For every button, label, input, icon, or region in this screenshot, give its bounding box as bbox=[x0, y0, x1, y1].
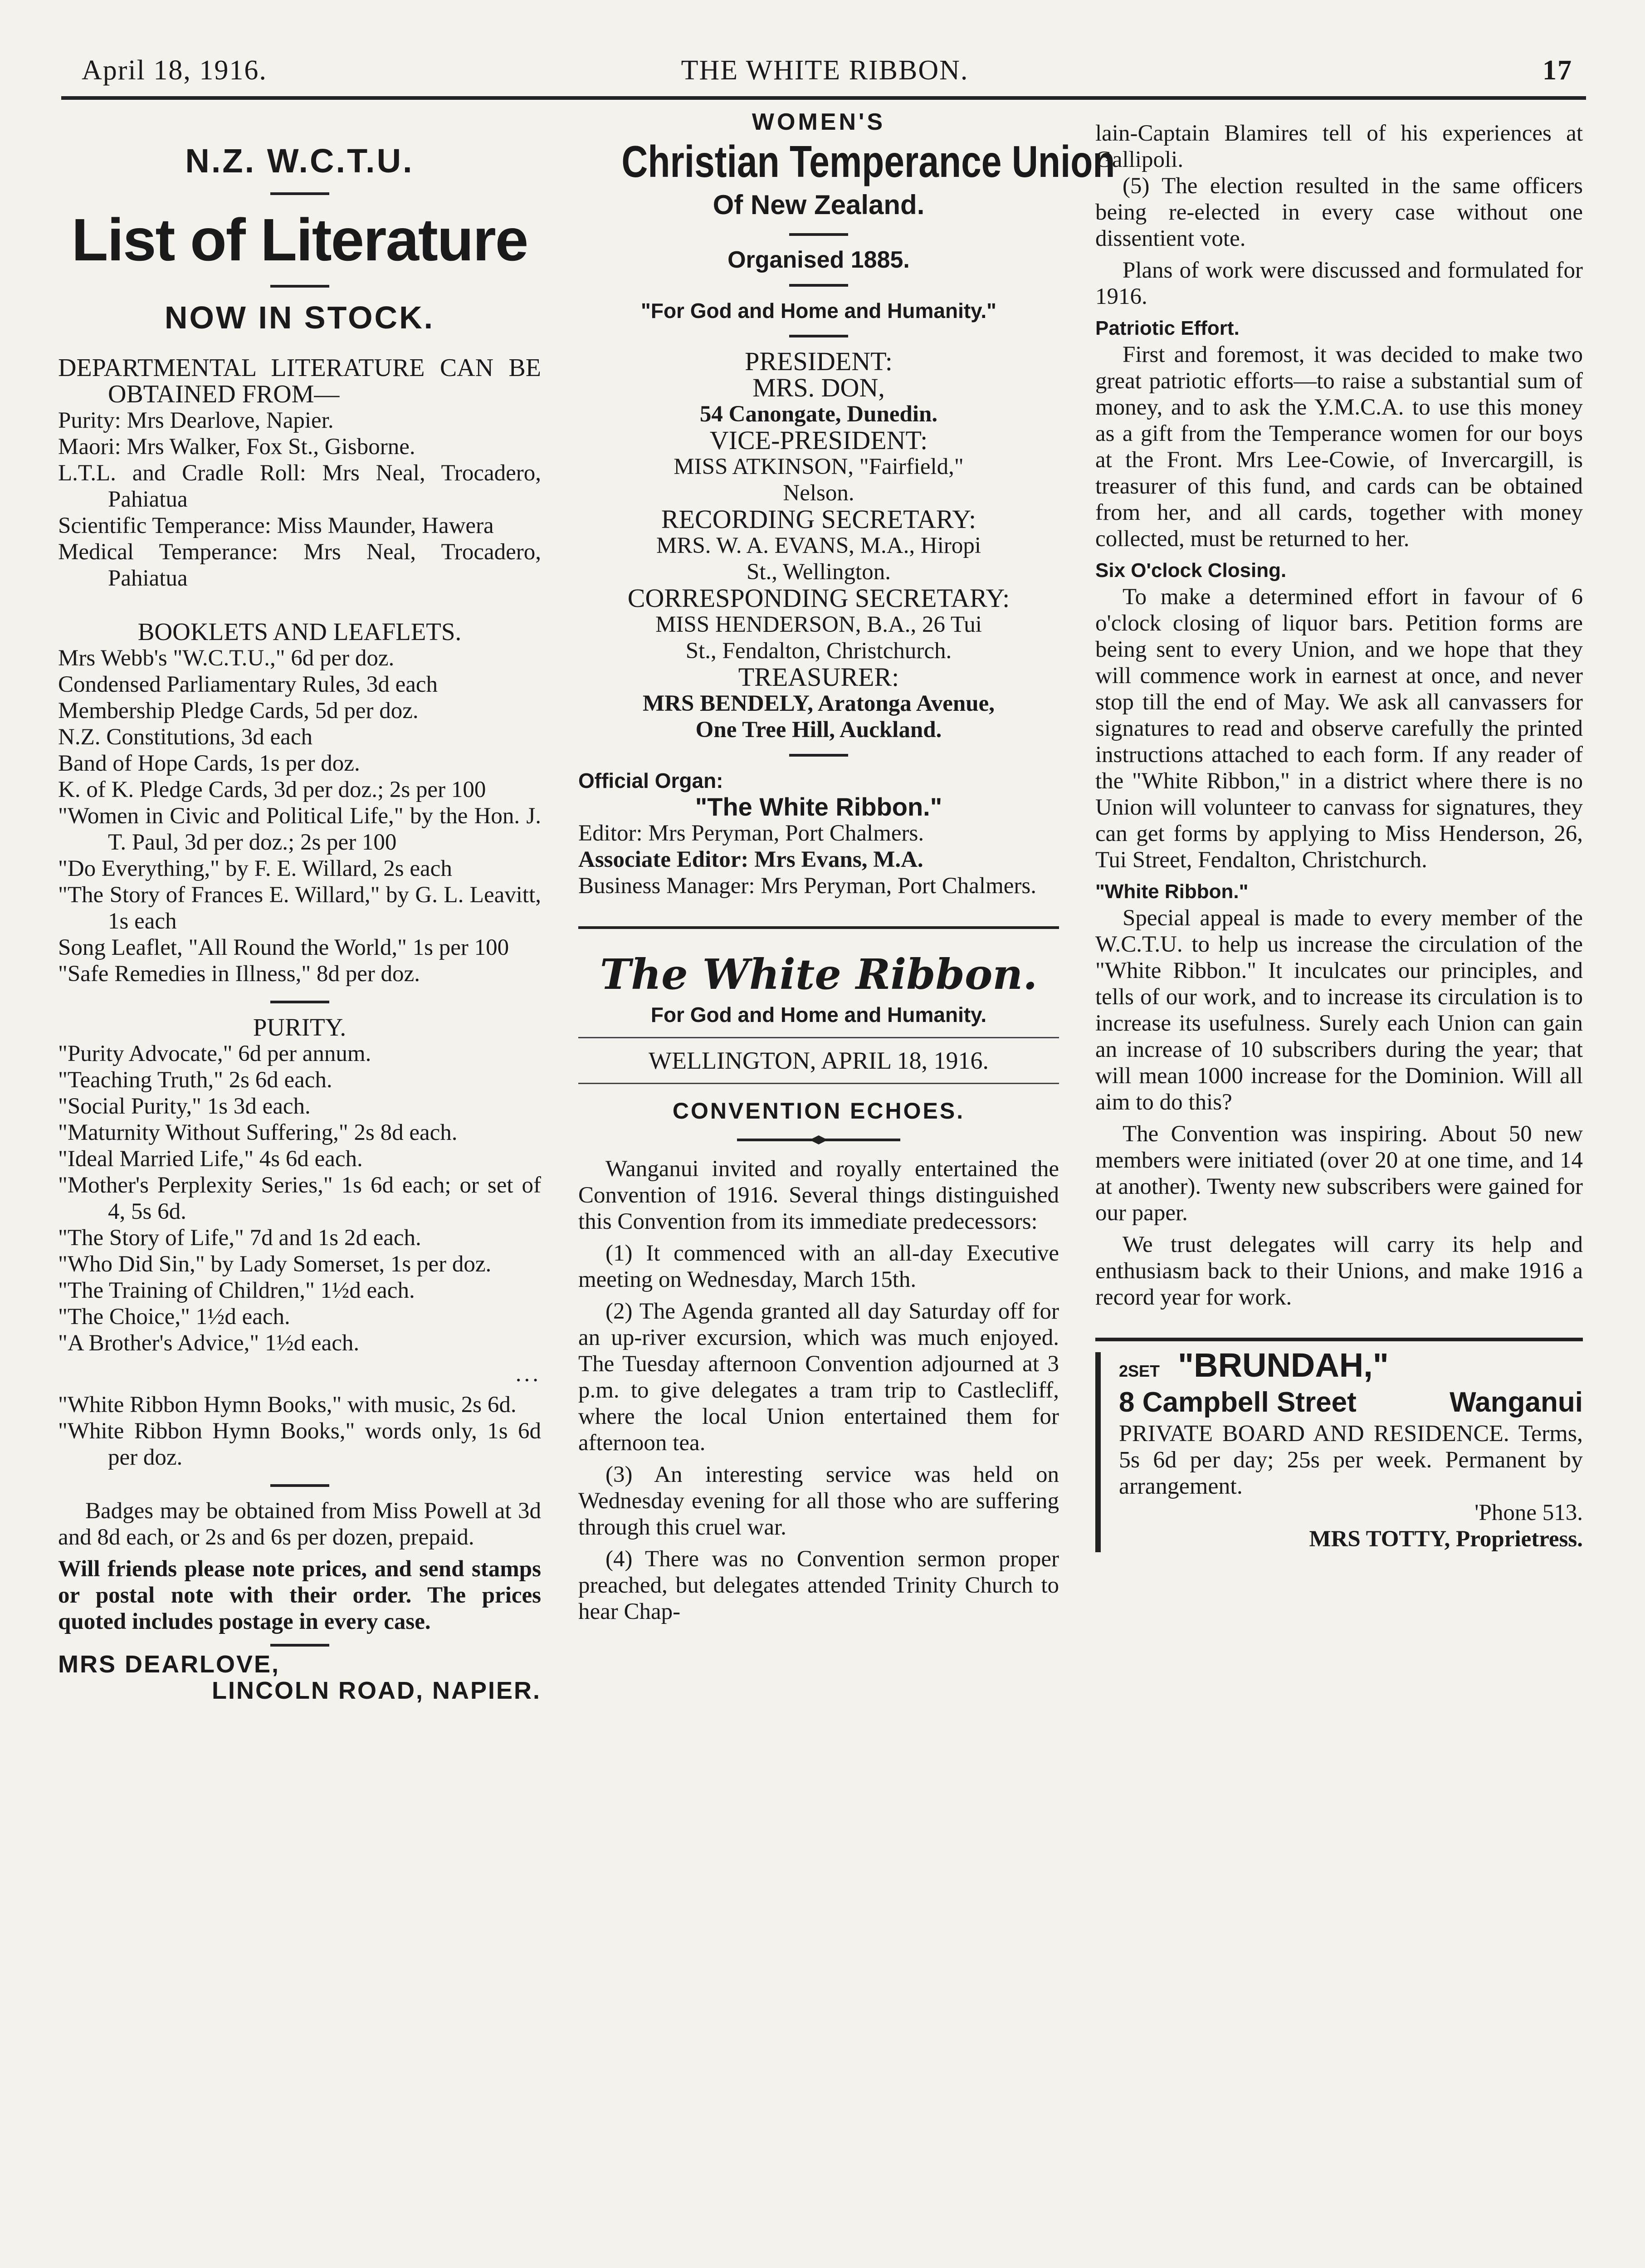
article-paragraph: Plans of work were discussed and formulated for 1916. bbox=[1095, 258, 1583, 309]
article-paragraph: Special appeal is made to every member of the W.C.T.U. to help us increase the circulation of the "White Ribbon." It inculcates our principles, and tells of our work, and to increase its circulation is to increase its usefulness. Surely each Union can gain an increase of 10 subscribers during the year; that will mean 1000 increase for the Dominion. Will all aim to do this? bbox=[1095, 905, 1583, 1115]
divider bbox=[270, 285, 329, 288]
booklet-item: "Safe Remedies in Illness," 8d per doz. bbox=[58, 961, 420, 987]
booklet-item: N.Z. Constitutions, 3d each bbox=[58, 724, 312, 750]
purity-item: "Ideal Married Life," 4s 6d each. bbox=[58, 1146, 363, 1172]
vice-president-name: MISS ATKINSON, "Fairfield," bbox=[674, 454, 964, 479]
official-organ-label: Official Organ: bbox=[578, 769, 723, 792]
article-paragraph: We trust delegates will carry its help and enthusiasm back to their Unions, and make 1916 a record year for work. bbox=[1095, 1232, 1583, 1310]
dept-item: Purity: Mrs Dearlove, Napier. bbox=[58, 408, 334, 433]
rule bbox=[578, 1037, 1059, 1038]
motto: "For God and Home and Humanity." bbox=[641, 299, 996, 323]
booklet-item: Band of Hope Cards, 1s per doz. bbox=[58, 751, 360, 776]
role-vice-president: VICE-PRESIDENT: bbox=[709, 425, 928, 455]
ad-body: PRIVATE BOARD AND RESIDENCE. Terms, 5s 6d per day; 25s per week. Permanent by arrangement. bbox=[1119, 1421, 1583, 1499]
official-organ-name: "The White Ribbon." bbox=[695, 792, 942, 821]
purity-item: "Mother's Perplexity Series," 1s 6d each; or set of 4, 5s 6d. bbox=[58, 1173, 541, 1224]
dept-item: Scientific Temperance: Miss Maunder, Hawera bbox=[58, 513, 494, 538]
role-treasurer: TREASURER: bbox=[738, 662, 899, 692]
union-title: Christian Temperance Union bbox=[621, 137, 1115, 186]
column-union bbox=[578, 109, 1115, 1630]
purity-item: "Purity Advocate," 6d per annum. bbox=[58, 1041, 371, 1066]
union-country: Of New Zealand. bbox=[713, 190, 925, 220]
rule bbox=[578, 1083, 1059, 1084]
divider bbox=[789, 335, 848, 337]
article-paragraph: (4) There was no Convention sermon proper preached, but delegates attended Trinity Church to hear Chap- bbox=[578, 1546, 1059, 1624]
ad-town: Wanganui bbox=[1450, 1387, 1583, 1418]
womens-heading: WOMEN'S bbox=[752, 109, 886, 135]
divider bbox=[270, 1644, 329, 1647]
signature-name: MRS DEARLOVE, bbox=[58, 1651, 280, 1678]
divider bbox=[789, 754, 848, 757]
section-rule bbox=[578, 926, 1059, 929]
literature-title: List of Literature bbox=[71, 206, 528, 273]
ellipsis-separator: ... bbox=[515, 1361, 541, 1387]
recording-secretary-name: MRS. W. A. EVANS, M.A., Hiropi bbox=[656, 533, 981, 558]
booklets-heading: BOOKLETS AND LEAFLETS. bbox=[137, 618, 462, 645]
associate-editor-line: Associate Editor: Mrs Evans, M.A. bbox=[578, 847, 923, 872]
role-recording-secretary: RECORDING SECRETARY: bbox=[661, 504, 976, 534]
president-address: 54 Canongate, Dunedin. bbox=[699, 401, 938, 427]
booklet-item: Mrs Webb's "W.C.T.U.," 6d per doz. bbox=[58, 645, 395, 671]
column-literature bbox=[58, 113, 541, 1704]
divider bbox=[270, 1001, 329, 1003]
article-title: CONVENTION ECHOES. bbox=[672, 1098, 965, 1124]
article-paragraph: Wanganui invited and royally entertained the Convention of 1916. Several things distinguished this Convention from its immediate predecessors: bbox=[578, 1156, 1059, 1234]
business-manager-line: Business Manager: Mrs Peryman, Port Chalmers. bbox=[578, 873, 1036, 899]
ad-proprietress: MRS TOTTY, Proprietress. bbox=[1309, 1526, 1583, 1552]
role-president: PRESIDENT: bbox=[745, 347, 893, 376]
purity-item: "Teaching Truth," 2s 6d each. bbox=[58, 1067, 332, 1093]
corresponding-secretary-name: MISS HENDERSON, B.A., 26 Tui bbox=[655, 612, 982, 637]
page-number: 17 bbox=[1542, 55, 1572, 86]
divider bbox=[270, 192, 329, 195]
signature-address: LINCOLN ROAD, NAPIER. bbox=[211, 1677, 541, 1704]
heading-six-oclock: Six O'clock Closing. bbox=[1095, 559, 1287, 582]
recording-secretary-address: St., Wellington. bbox=[747, 559, 891, 585]
ornamental-divider bbox=[737, 1133, 900, 1147]
corresponding-secretary-address: St., Fendalton, Christchurch. bbox=[685, 638, 952, 664]
article-paragraph: lain-Captain Blamires tell of his experiences at Gallipoli. bbox=[1095, 121, 1583, 172]
heading-white-ribbon: "White Ribbon." bbox=[1095, 880, 1249, 903]
column-convention bbox=[1095, 120, 1583, 1552]
organised-line: Organised 1885. bbox=[727, 247, 910, 273]
editor-line: Editor: Mrs Peryman, Port Chalmers. bbox=[578, 821, 924, 846]
booklet-item: "The Story of Frances E. Willard," by G. L. Leavitt, 1s each bbox=[58, 882, 541, 934]
booklet-item: Condensed Parliamentary Rules, 3d each bbox=[58, 672, 438, 697]
article-paragraph: (2) The Agenda granted all day Saturday off for an up-river excursion, which was much enjoyed. The Tuesday afternoon Convention adjourned at 3 p.m. to give delegates a tram trip to Castlecliff, where the local Union entertained them for afternoon tea. bbox=[578, 1299, 1059, 1456]
heading-patriotic: Patriotic Effort. bbox=[1095, 317, 1240, 339]
article-paragraph: (5) The election resulted in the same officers being re-elected in every case without one dissentient vote. bbox=[1095, 173, 1583, 251]
article-paragraph: To make a determined effort in favour of 6 o'clock closing of liquor bars. Petition forms are being sent to every Union, and we hope that they will commence work in earnest at once, and never stop till the end of May. We ask all canvassers for signatures to read and observe carefully the printed instructions attached to each form. If any reader of the "White Ribbon," in a district where there is no Union will volunteer to canvass for signatures, they can get forms by applying to Miss Henderson, 26, Tui Street, Fendalton, Christchurch. bbox=[1095, 584, 1583, 873]
purity-heading: PURITY. bbox=[253, 1013, 347, 1041]
header-date: April 18, 1916. bbox=[82, 55, 267, 86]
ad-street: 8 Campbell Street bbox=[1119, 1387, 1357, 1418]
purity-item: "Who Did Sin," by Lady Somerset, 1s per doz. bbox=[58, 1251, 492, 1277]
purity-item: "The Choice," 1½d each. bbox=[58, 1304, 290, 1330]
booklet-item: Song Leaflet, "All Round the World," 1s per 100 bbox=[58, 935, 509, 960]
divider bbox=[789, 233, 848, 236]
prices-note: Will friends please note prices, and send stamps or postal note with their order. The prices quoted includes postage in every case. bbox=[58, 1556, 541, 1634]
purity-item: "The Story of Life," 7d and 1s 2d each. bbox=[58, 1225, 421, 1251]
purity-item: "Social Purity," 1s 3d each. bbox=[58, 1094, 311, 1119]
header-title: THE WHITE RIBBON. bbox=[681, 55, 969, 86]
booklet-item: "Do Everything," by F. E. Willard, 2s each bbox=[58, 856, 452, 881]
vice-president-address: Nelson. bbox=[783, 480, 854, 506]
article-paragraph: The Convention was inspiring. About 50 new members were initiated (over 20 at one time, and 14 at another). Twenty new subscribers were gained for our paper. bbox=[1095, 1121, 1583, 1226]
purity-item: "The Training of Children," 1½d each. bbox=[58, 1278, 415, 1303]
dept-item: Medical Temperance: Mrs Neal, Trocadero, Pahiatua bbox=[58, 539, 541, 591]
header-rule bbox=[61, 96, 1586, 100]
booklet-item: "Women in Civic and Political Life," by the Hon. J. T. Paul, 3d per doz.; 2s per 100 bbox=[58, 803, 541, 855]
booklet-item: Membership Pledge Cards, 5d per doz. bbox=[58, 698, 419, 723]
president-name: MRS. DON, bbox=[752, 373, 885, 402]
article-paragraph: First and foremost, it was decided to make two great patriotic efforts—to raise a substantial sum of money, and to ask the Y.M.C.A. to use this money as a gift from the Temperance women for our boys at the Front. Mrs Lee-Cowie, of Invercargill, is treasurer of this fund, and cards can be obtained from her, and all cards, together with money collected, must be returned to her. bbox=[1095, 342, 1583, 552]
ad-name: "BRUNDAH," bbox=[1178, 1346, 1389, 1384]
purity-item: "Maturnity Without Suffering," 2s 8d each. bbox=[58, 1120, 458, 1145]
dept-item: L.T.L. and Cradle Roll: Mrs Neal, Trocadero, Pahiatua bbox=[58, 460, 541, 512]
article-paragraph: (3) An interesting service was held on Wednesday evening for all those who are suffering through this cruel war. bbox=[578, 1462, 1059, 1540]
treasurer-address: One Tree Hill, Auckland. bbox=[695, 717, 942, 743]
purity-item: "A Brother's Advice," 1½d each. bbox=[58, 1330, 360, 1356]
stock-subtitle: NOW IN STOCK. bbox=[164, 300, 435, 335]
dept-item: Maori: Mrs Walker, Fox St., Gisborne. bbox=[58, 434, 415, 459]
brundah-advertisement bbox=[1095, 1346, 1583, 1552]
article-paragraph: (1) It commenced with an all-day Executive meeting on Wednesday, March 15th. bbox=[578, 1241, 1059, 1292]
booklet-item: K. of K. Pledge Cards, 3d per doz.; 2s per 100 bbox=[58, 777, 486, 802]
masthead: The White Ribbon. bbox=[600, 950, 1038, 999]
hymn-item: "White Ribbon Hymn Books," words only, 1s 6d per doz. bbox=[58, 1418, 541, 1470]
hymn-item: "White Ribbon Hymn Books," with music, 2s 6d. bbox=[58, 1392, 517, 1418]
badges-note: Badges may be obtained from Miss Powell at 3d and 8d each, or 2s and 6s per dozen, prepaid. bbox=[58, 1498, 541, 1550]
ad-phone: 'Phone 513. bbox=[1474, 1500, 1583, 1525]
advertisement-rule bbox=[1095, 1338, 1583, 1341]
org-title: N.Z. W.C.T.U. bbox=[185, 142, 414, 180]
divider bbox=[789, 284, 848, 287]
page-header bbox=[59, 50, 1591, 91]
dateline: WELLINGTON, APRIL 18, 1916. bbox=[649, 1047, 989, 1074]
treasurer-name: MRS BENDELY, Aratonga Avenue, bbox=[642, 691, 995, 716]
masthead-motto: For God and Home and Humanity. bbox=[650, 1003, 987, 1026]
role-corresponding-secretary: CORRESPONDING SECRETARY: bbox=[627, 583, 1010, 613]
ad-tag: 2SET bbox=[1119, 1362, 1160, 1380]
divider bbox=[270, 1484, 329, 1487]
dept-heading: DEPARTMENTAL LITERATURE CAN BE OBTAINED FROM— bbox=[58, 354, 541, 408]
